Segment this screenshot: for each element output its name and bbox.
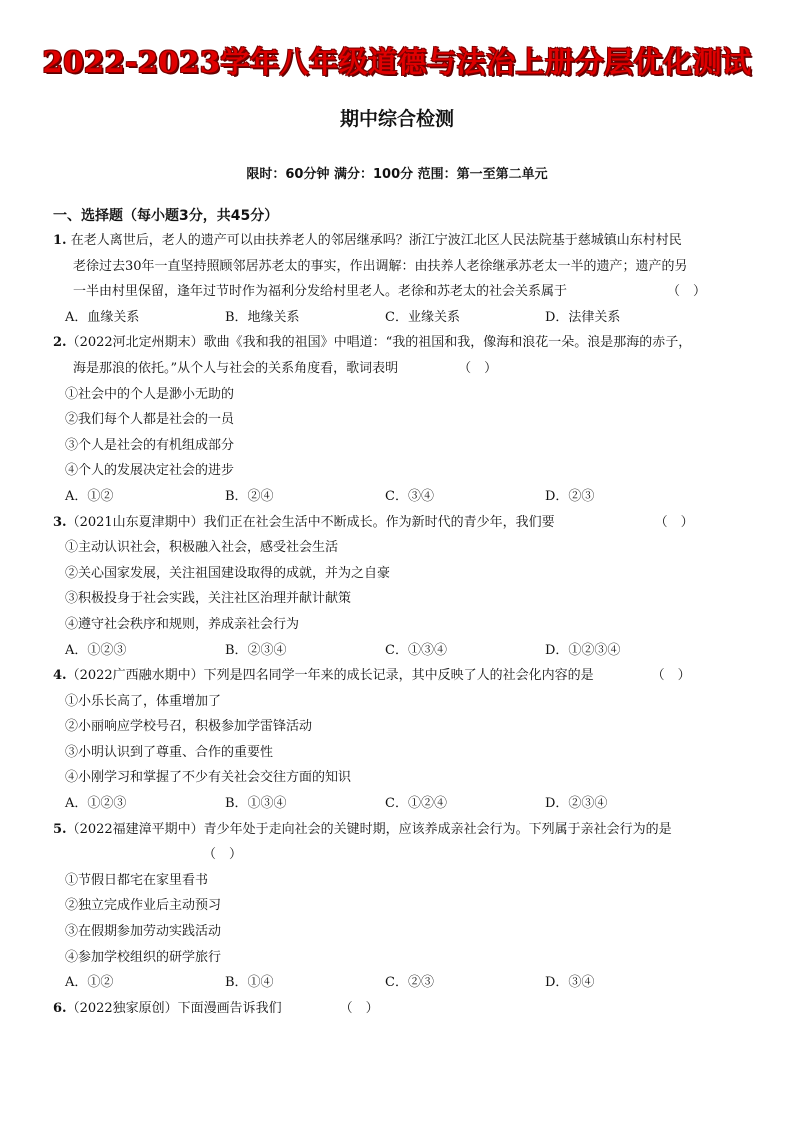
choice-c: C．①③④ bbox=[385, 642, 447, 658]
choice-d: D．③④ bbox=[545, 975, 595, 991]
statement-option: ③个人是社会的有机组成部分 bbox=[65, 437, 235, 453]
statement-option: ①小乐长高了，体重增加了 bbox=[65, 693, 222, 709]
choice-d: D．②③ bbox=[545, 488, 595, 504]
section-heading: 一、选择题（每小题3分，共45分） bbox=[53, 208, 279, 224]
question-list bbox=[53, 228, 743, 1021]
answer-choices bbox=[53, 484, 743, 510]
choice-c: C．③④ bbox=[385, 488, 434, 504]
question-6 bbox=[53, 996, 743, 1022]
answer-choices bbox=[53, 305, 743, 331]
question-number: 6. bbox=[53, 1000, 67, 1016]
choice-c: C．业缘关系 bbox=[385, 309, 460, 325]
exam-subtitle: 期中综合检测 bbox=[339, 108, 454, 130]
statement-option: ②我们每个人都是社会的一员 bbox=[65, 412, 235, 428]
statement-option: ④参加学校组织的研学旅行 bbox=[65, 949, 222, 965]
choice-d: D．①②③④ bbox=[545, 642, 621, 658]
choice-c: C．①②④ bbox=[385, 796, 447, 812]
choice-a: A．①② bbox=[65, 975, 114, 991]
statement-option: ②小丽响应学校号召，积极参加学雷锋活动 bbox=[65, 719, 313, 735]
exam-title: 2022-2023学年八年级道德与法治上册分层优化测试 bbox=[42, 45, 752, 79]
choice-b: B．①③④ bbox=[225, 796, 287, 812]
answer-choices bbox=[53, 638, 743, 664]
choice-a: A．①② bbox=[65, 488, 114, 504]
statement-option: ③积极投身于社会实践，关注社区治理并献计献策 bbox=[65, 591, 352, 607]
choice-b: B．②④ bbox=[225, 488, 274, 504]
choice-b: B．地缘关系 bbox=[225, 309, 300, 325]
answer-choices bbox=[53, 970, 743, 996]
question-stem-line: （2022广西融水期中）下列是四名同学一年来的成长记录，其中反映了人的社会化内容的是 bbox=[66, 668, 594, 684]
exam-meta: 限时：60分钟 满分：100分 范围：第一至第二单元 bbox=[246, 167, 548, 182]
question-number: 2. bbox=[53, 335, 67, 351]
answer-blank: （ ） bbox=[339, 1000, 379, 1016]
statement-option: ③在假期参加劳动实践活动 bbox=[65, 924, 222, 940]
question-number: 3. bbox=[53, 514, 67, 530]
statement-option: ④小刚学习和掌握了不少有关社会交往方面的知识 bbox=[65, 770, 352, 786]
statement-option: ①社会中的个人是渺小无助的 bbox=[65, 386, 235, 402]
choice-b: B．①④ bbox=[225, 975, 274, 991]
question-stem-line: （2021山东夏津期中）我们正在社会生活中不断成长。作为新时代的青少年，我们要 bbox=[66, 514, 555, 530]
answer-blank: （ ） bbox=[651, 668, 691, 684]
choice-a: A．血缘关系 bbox=[65, 309, 140, 325]
question-stem-line: 海是那浪的依托。”从个人与社会的关系角度看，歌词表明 bbox=[73, 360, 399, 376]
question-5 bbox=[53, 817, 743, 996]
question-4 bbox=[53, 663, 743, 817]
choice-d: D．②③④ bbox=[545, 796, 608, 812]
question-number: 5. bbox=[53, 821, 67, 837]
answer-blank: （ ） bbox=[667, 284, 707, 300]
choice-a: A．①②③ bbox=[65, 642, 127, 658]
answer-choices bbox=[53, 791, 743, 817]
statement-option: ②独立完成作业后主动预习 bbox=[65, 898, 222, 914]
question-2 bbox=[53, 330, 743, 509]
statement-option: ③小明认识到了尊重、合作的重要性 bbox=[65, 744, 274, 760]
statement-option: ①节假日都宅在家里看书 bbox=[65, 872, 209, 888]
question-number: 1. bbox=[53, 233, 67, 248]
question-stem-line: 老徐过去30年一直坚持照顾邻居苏老太的事实，作出调解：由扶养人老徐继承苏老太一半的遗产；遗产的另 bbox=[73, 258, 688, 274]
choice-d: D．法律关系 bbox=[545, 309, 621, 325]
choice-b: B．②③④ bbox=[225, 642, 287, 658]
statement-option: ①主动认识社会，积极融入社会，感受社会生活 bbox=[65, 540, 339, 556]
answer-blank: （ ） bbox=[203, 847, 243, 863]
question-stem-line: 在老人离世后，老人的遗产可以由扶养老人的邻居继承吗？浙江宁波江北区人民法院基于慈城镇山东村村民 bbox=[70, 233, 682, 248]
question-stem-line: （2022福建漳平期中）青少年处于走向社会的关键时期，应该养成亲社会行为。下列属于亲社会行为的是 bbox=[66, 821, 672, 837]
choice-a: A．①②③ bbox=[65, 796, 127, 812]
answer-blank: （ ） bbox=[654, 514, 694, 530]
choice-c: C．②③ bbox=[385, 975, 434, 991]
question-number: 4. bbox=[53, 668, 67, 684]
question-stem-line: 一半由村里保留，逢年过节时作为福利分发给村里老人。老徐和苏老太的社会关系属于 bbox=[73, 284, 568, 300]
statement-option: ④遵守社会秩序和规则，养成亲社会行为 bbox=[65, 616, 300, 632]
question-stem-line: （2022河北定州期末）歌曲《我和我的祖国》中唱道：“我的祖国和我，像海和浪花一朵。浪是那海的赤子， bbox=[66, 335, 692, 351]
question-3 bbox=[53, 510, 743, 664]
question-stem-line: （2022独家原创）下面漫画告诉我们 bbox=[66, 1000, 282, 1016]
question-1 bbox=[53, 228, 743, 330]
statement-option: ②关心国家发展，关注祖国建设取得的成就，并为之自豪 bbox=[65, 565, 391, 581]
answer-blank: （ ） bbox=[458, 360, 498, 376]
statement-option: ④个人的发展决定社会的进步 bbox=[65, 463, 235, 479]
